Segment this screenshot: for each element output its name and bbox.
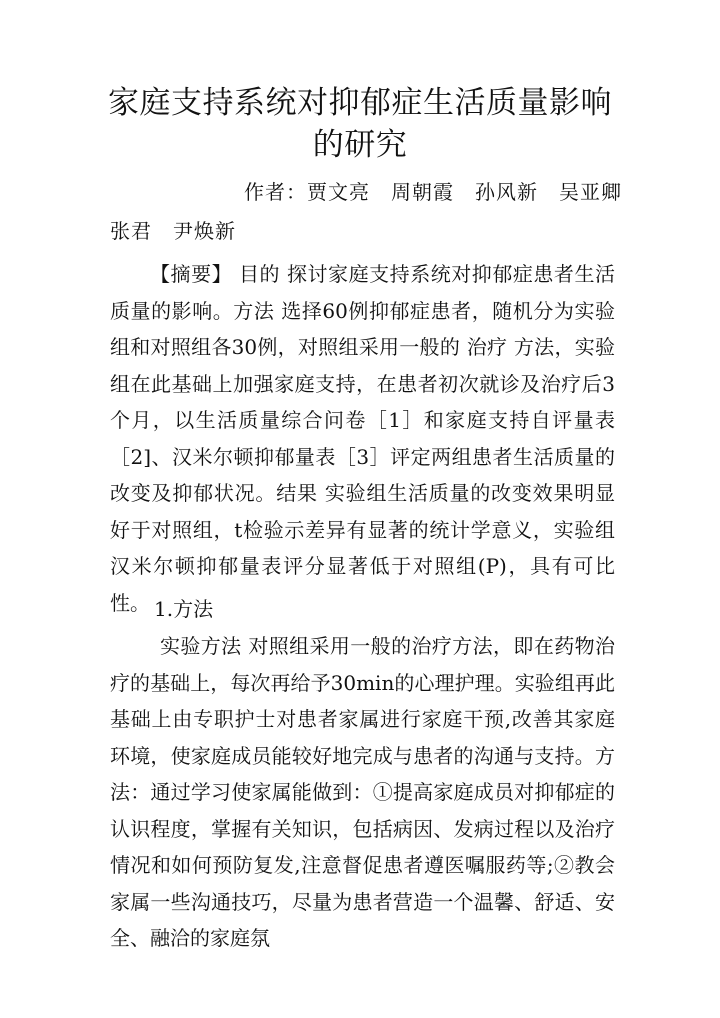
document-title: 家庭支持系统对抑郁症生活质量影响的研究 [108,85,612,163]
method-paragraph: 实验方法 对照组采用一般的治疗方法，即在药物治疗的基础上，每次再给予30min的心理护理。实验组再此基础上由专职护士对患者家属进行家庭干预,改善其家庭环境，使家庭成员能较好地完成与患者的沟通与支持。方法：通过学习使家属能做到：①提高家庭成员对抑郁症的认识程度，掌握有关知识，包括病因、发病过程以及治疗情况和如何预防复发,注意督促患者遵医嘱服药等;②教会家属一些沟通技巧，尽量为患者营造一个温馨、舒适、安全、融洽的家庭氛 [110,634,615,950]
authors-line-2: 张君 尹焕新 [110,219,236,243]
authors-line-1: 作者：贾文亮 周朝霞 孙风新 吴亚卿 [244,180,622,204]
abstract-paragraph: 【摘要】 目的 探讨家庭支持系统对抑郁症患者生活质量的影响。方法 选择60例抑郁症患者，随机分为实验组和对照组各30例，对照组采用一般的 治疗 方法，实验组在此基础上加强家庭支持，在患者初次就诊及治疗后3个月，以生活质量综合问卷［1］和家庭支持自评量表［2]、汉米尔顿抑郁量表［3］评定两组患者生活质量的改变及抑郁状况。结果 实验组生活质量的改变效果明显好于对照组，t检验示差异有显著的统计学意义，实验组汉米尔顿抑郁量表评分显著低于对照组(P)，具有可比性。 [110,262,615,615]
section-heading: 1.方法 [154,597,214,621]
